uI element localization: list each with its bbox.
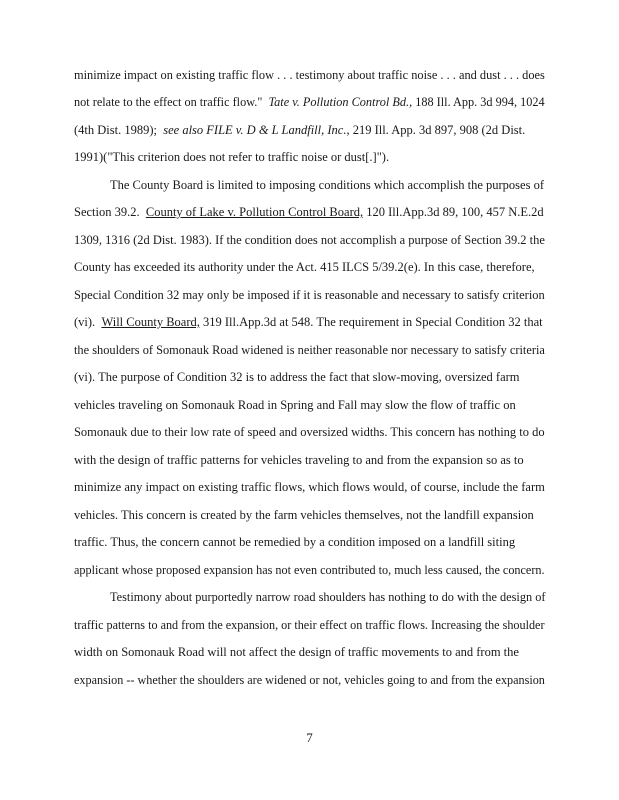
text-line: the shoulders of Somonauk Road widened is neither reasonable nor necessary to satisfy criteria: [74, 343, 545, 357]
text-line: traffic. Thus, the concern cannot be remedied by a condition imposed on a landfill siting: [74, 535, 516, 549]
text-line: Section 39.2. County of Lake v. Pollution Control Board, 120 Ill.App.3d 89, 100, 457 N.E.2d: [74, 205, 544, 219]
text-line: minimize impact on existing traffic flow . . . testimony about traffic noise . . . and dust . . . does: [74, 68, 545, 82]
text-line: minimize any impact on existing traffic flows, which flows would, of course, include the farm: [74, 480, 545, 494]
text-line: County has exceeded its authority under the Act. 415 ILCS 5/39.2(e). In this case, therefore,: [74, 260, 535, 274]
text-line: 1309, 1316 (2d Dist. 1983). If the condition does not accomplish a purpose of Section 39.2 the: [74, 233, 545, 247]
text-line: vehicles traveling on Somonauk Road in Spring and Fall may slow the flow of traffic on: [74, 398, 516, 412]
case-citation: Will County Board,: [101, 315, 200, 329]
text-line: (4th Dist. 1989); see also FILE v. D & L Landfill, Inc., 219 Ill. App. 3d 897, 908 (2d Dist.: [74, 123, 526, 137]
text-line: The County Board is limited to imposing conditions which accomplish the purposes of: [110, 178, 544, 192]
text-line: Somonauk due to their low rate of speed and oversized widths. This concern has nothing to do: [74, 425, 545, 439]
text-line: (vi). Will County Board, 319 Ill.App.3d at 548. The requirement in Special Condition 32 that: [74, 315, 543, 329]
case-citation: see also FILE v. D & L Landfill, Inc.,: [163, 123, 350, 137]
page-number: 7: [306, 730, 313, 745]
text-line: (vi). The purpose of Condition 32 is to address the fact that slow-moving, oversized farm: [74, 370, 520, 384]
text-line: expansion -- whether the shoulders are widened or not, vehicles going to and from the expansion: [74, 673, 545, 687]
text-line: traffic patterns to and from the expansion, or their effect on traffic flows. Increasing the shoulder: [74, 618, 545, 632]
text-line: width on Somonauk Road will not affect the design of traffic movements to and from the: [74, 645, 519, 659]
text-line: applicant whose proposed expansion has not even contributed to, much less caused, the concern.: [74, 563, 545, 577]
text-line: Special Condition 32 may only be imposed if it is reasonable and necessary to satisfy criterion: [74, 288, 545, 302]
text-line: with the design of traffic patterns for vehicles traveling to and from the expansion so as to: [74, 453, 524, 467]
case-citation: County of Lake v. Pollution Control Board,: [145, 205, 364, 219]
text-line: vehicles. This concern is created by the farm vehicles themselves, not the landfill expansion: [74, 508, 534, 522]
text-line: 1991)("This criterion does not refer to traffic noise or dust[.]").: [74, 150, 390, 164]
text-line: Testimony about purportedly narrow road shoulders has nothing to do with the design of: [110, 590, 546, 604]
text-line: not relate to the effect on traffic flow." Tate v. Pollution Control Bd., 188 Ill. App. 3d 994, 1024: [74, 95, 545, 109]
case-citation: Tate v. Pollution Control Bd.,: [268, 95, 413, 109]
